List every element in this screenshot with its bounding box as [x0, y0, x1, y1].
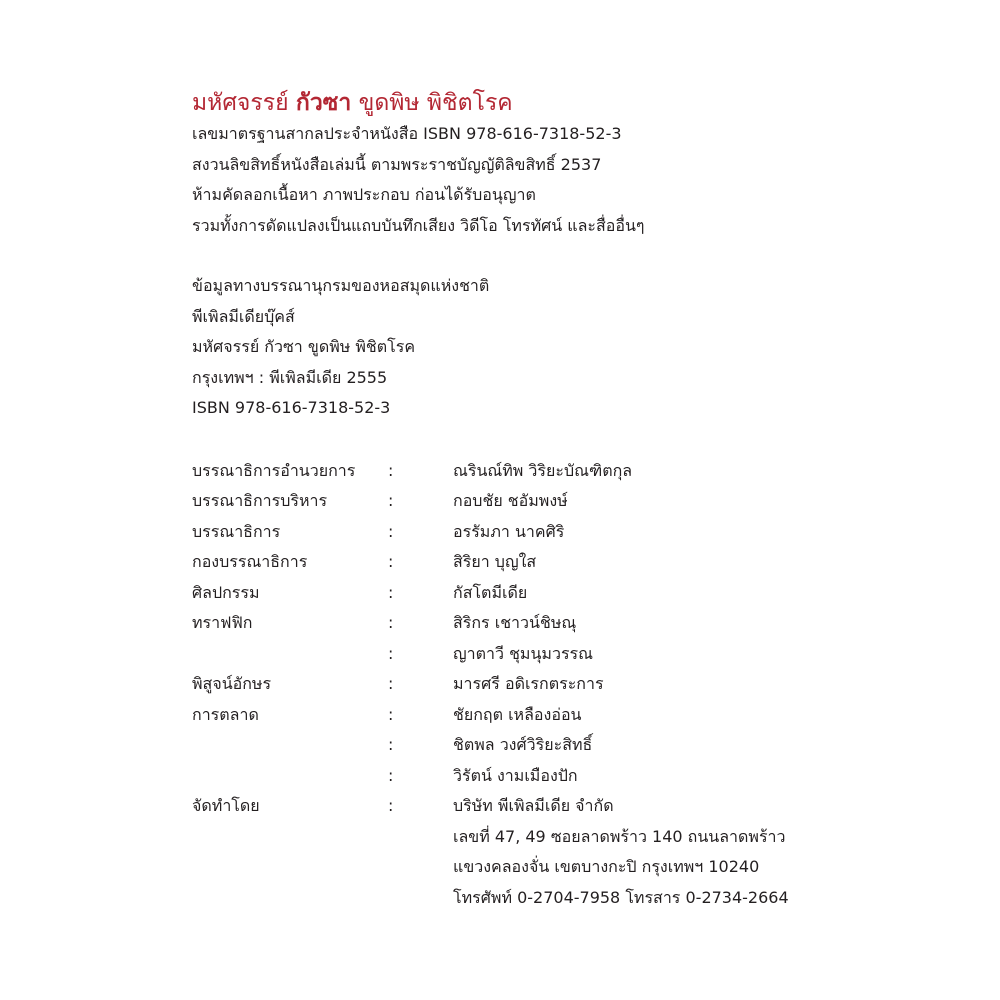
credit-name: มารศรี อดิเรกตระการ — [453, 674, 604, 693]
catalog-title: มหัศจรรย์ กัวซา ขูดพิษ พิชิตโรค — [192, 337, 416, 356]
credit-colon: : — [388, 613, 394, 632]
credit-row — [192, 608, 952, 639]
adaptation-line: รวมทั้งการดัดแปลงเป็นแถบบันทึกเสียง วิดีโอ โทรทัศน์ และสื่ออื่นๆ — [192, 215, 645, 235]
catalog-imprint: กรุงเทพฯ : พีเพิลมีเดีย 2555 — [192, 367, 388, 387]
credit-name: บริษัท พีเพิลมีเดีย จำกัด — [453, 796, 614, 815]
credit-colon: : — [388, 582, 394, 602]
credit-role: ทราฟฟิก — [192, 613, 253, 632]
credit-role: บรรณาธิการอำนวยการ — [192, 460, 356, 480]
credit-row — [192, 517, 952, 548]
catalog-heading: ข้อมูลทางบรรณานุกรมของหอสมุดแห่งชาติ — [192, 276, 490, 295]
credit-colon: : — [388, 704, 394, 724]
credit-row — [192, 730, 952, 761]
credit-colon: : — [388, 796, 394, 815]
catalog-publisher: พีเพิลมีเดียบุ๊คส์ — [192, 306, 295, 326]
credit-role: บรรณาธิการ — [192, 521, 281, 541]
credit-colon: : — [388, 765, 394, 785]
credit-name: ชัยกฤต เหลืองอ่อน — [453, 704, 582, 724]
credit-role: ศิลปกรรม — [192, 582, 260, 602]
title-part-3: ขูดพิษ พิชิตโรค — [351, 90, 513, 116]
credit-name: ญาตาวี ชุมนุมวรรณ — [453, 643, 593, 663]
book-title — [192, 86, 952, 120]
address-line: เลขที่ 47, 49 ซอยลาดพร้าว 140 ถนนลาดพร้าว — [453, 826, 786, 846]
credit-name: สิริยา บุญใส — [453, 552, 537, 571]
copyright-line: สงวนลิขสิทธิ์หนังสือเล่มนี้ ตามพระราชบัญญัติลิขสิทธิ์ 2537 — [192, 154, 602, 174]
credit-role: กองบรรณาธิการ — [192, 552, 308, 571]
credit-row — [192, 791, 952, 822]
credit-name: อรรัมภา นาคศิริ — [453, 521, 565, 541]
credits-list — [192, 456, 952, 914]
credit-colon: : — [388, 674, 394, 693]
credit-row — [192, 700, 952, 731]
credit-colon: : — [388, 552, 394, 571]
address-line: แขวงคลองจั่น เขตบางกะปิ กรุงเทพฯ 10240 — [453, 857, 760, 876]
copyright-notice — [192, 119, 952, 241]
cataloging-data — [192, 271, 952, 424]
title-part-1: มหัศจรรย์ — [192, 90, 296, 116]
credit-row — [192, 456, 952, 487]
credit-name: ชิตพล วงศ์วิริยะสิทธิ์ — [453, 735, 593, 754]
credit-colon: : — [388, 521, 394, 541]
credit-row — [192, 639, 952, 670]
credit-role: พิสูจน์อักษร — [192, 674, 272, 693]
catalog-isbn: ISBN 978-616-7318-52-3 — [192, 398, 391, 417]
title-part-2-bold: กัวซา — [295, 90, 352, 116]
credit-row — [192, 761, 952, 792]
credit-name: ณรินณ์ทิพ วิริยะบัณฑิตกุล — [453, 460, 633, 480]
credit-row — [192, 669, 952, 700]
credit-name: วิรัตน์ งามเมืองปัก — [453, 765, 578, 785]
phone-row — [192, 883, 952, 914]
credit-row — [192, 547, 952, 578]
isbn-line: เลขมาตรฐานสากลประจำหนังสือ ISBN 978-616-7318-52-3 — [192, 124, 622, 143]
credit-role: บรรณาธิการบริหาร — [192, 491, 328, 510]
credit-colon: : — [388, 491, 394, 510]
credit-name: กัสโตมีเดีย — [453, 582, 528, 602]
credit-row — [192, 486, 952, 517]
credit-name: กอบชัย ชอัมพงษ์ — [453, 491, 568, 510]
no-copy-line: ห้ามคัดลอกเนื้อหา ภาพประกอบ ก่อนได้รับอนุญาต — [192, 185, 536, 204]
credit-colon: : — [388, 460, 394, 480]
phone-fax-line: โทรศัพท์ 0-2704-7958 โทรสาร 0-2734-2664 — [453, 887, 789, 907]
credit-colon: : — [388, 643, 394, 663]
address-row — [192, 852, 952, 883]
credit-name: สิริกร เชาวน์ชิษณุ — [453, 613, 577, 632]
credit-row — [192, 578, 952, 609]
credit-role: จัดทำโดย — [192, 796, 260, 815]
copyright-page — [192, 86, 952, 913]
credit-colon: : — [388, 735, 394, 754]
address-row — [192, 822, 952, 853]
credit-role: การตลาด — [192, 704, 259, 724]
